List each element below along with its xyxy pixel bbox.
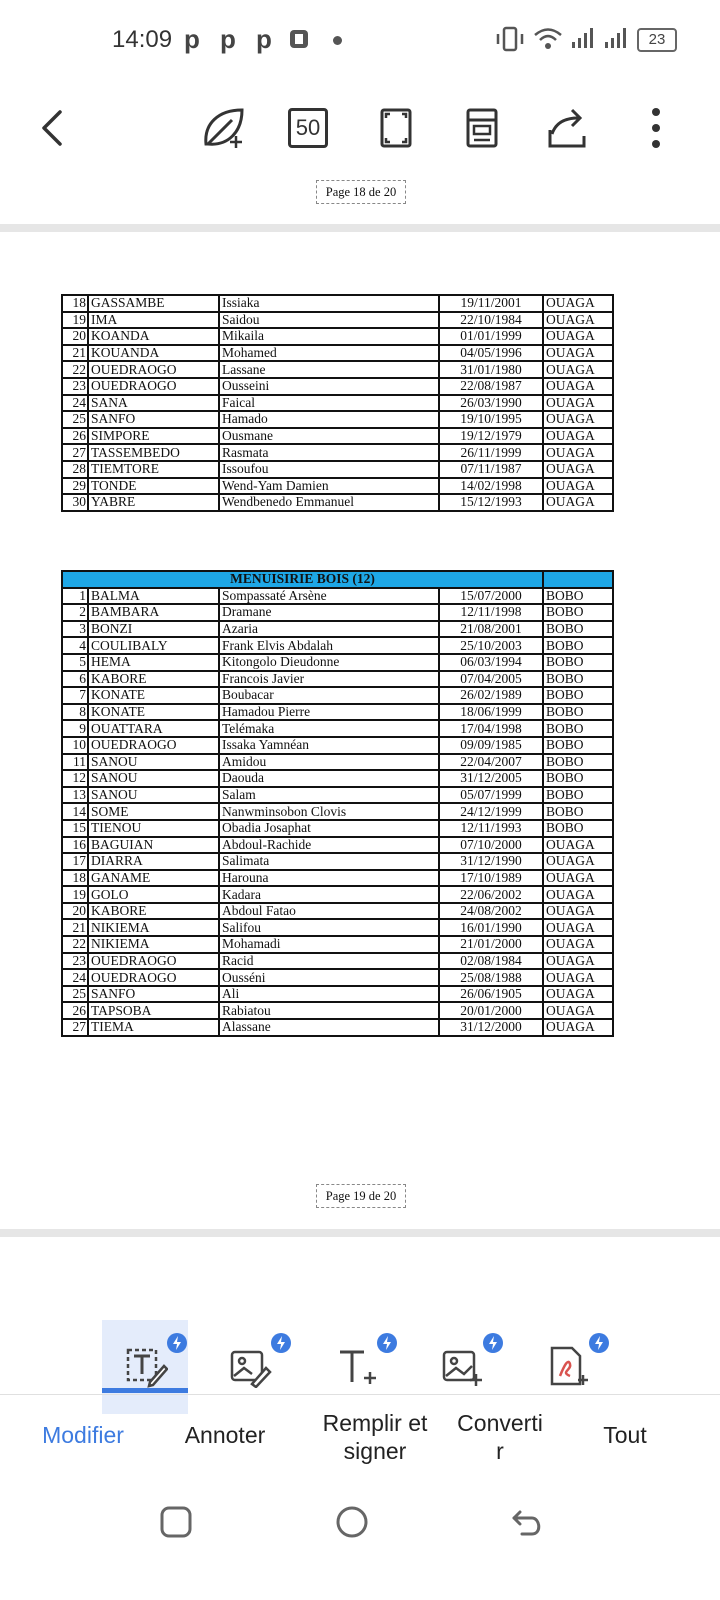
table-row xyxy=(62,378,613,395)
first-name-cell: Harouna xyxy=(219,870,439,887)
add-image-icon xyxy=(440,1344,484,1388)
first-name-cell: Telémaka xyxy=(219,720,439,737)
last-name-cell: KONATE xyxy=(88,687,219,704)
birth-date-cell: 14/02/1998 xyxy=(439,478,543,495)
city-cell: OUAGA xyxy=(543,312,613,329)
birth-date-cell: 24/12/1999 xyxy=(439,803,543,820)
last-name-cell: OUEDRAOGO xyxy=(88,378,219,395)
last-name-cell: TONDE xyxy=(88,478,219,495)
birth-date-cell: 20/01/2000 xyxy=(439,1002,543,1019)
annotate-image-icon xyxy=(228,1344,272,1388)
notification-p-icon: p xyxy=(220,24,236,54)
first-name-cell: Salimata xyxy=(219,853,439,870)
table-row xyxy=(62,919,613,936)
first-name-cell: Issoufou xyxy=(219,461,439,478)
share-icon[interactable] xyxy=(540,100,596,156)
last-name-cell: SOME xyxy=(88,803,219,820)
lightning-badge-icon xyxy=(376,1332,398,1354)
leaf-sparkle-icon[interactable] xyxy=(196,100,252,156)
last-name-cell: SANOU xyxy=(88,770,219,787)
zoom-level-button[interactable]: 50 xyxy=(288,108,328,148)
row-number-cell: 25 xyxy=(62,986,88,1003)
birth-date-cell: 15/12/1993 xyxy=(439,494,543,511)
first-name-cell: Issiaka xyxy=(219,295,439,312)
table-row xyxy=(62,754,613,771)
last-name-cell: NIKIEMA xyxy=(88,919,219,936)
last-name-cell: GASSAMBE xyxy=(88,295,219,312)
row-number-cell: 26 xyxy=(62,428,88,445)
first-name-cell: Daouda xyxy=(219,770,439,787)
table-row xyxy=(62,986,613,1003)
first-name-cell: Hamadou Pierre xyxy=(219,704,439,721)
first-name-cell: Amidou xyxy=(219,754,439,771)
row-number-cell: 24 xyxy=(62,395,88,412)
table-row xyxy=(62,671,613,688)
system-nav-bar xyxy=(0,1474,720,1600)
city-cell: OUAGA xyxy=(543,886,613,903)
table-row xyxy=(62,969,613,986)
birth-date-cell: 17/04/1998 xyxy=(439,720,543,737)
table-row xyxy=(62,886,613,903)
back-icon[interactable] xyxy=(510,1504,546,1540)
last-name-cell: COULIBALY xyxy=(88,637,219,654)
row-number-cell: 23 xyxy=(62,378,88,395)
birth-date-cell: 26/06/1905 xyxy=(439,986,543,1003)
birth-date-cell: 15/07/2000 xyxy=(439,588,543,605)
birth-date-cell: 04/05/1996 xyxy=(439,345,543,362)
back-arrow-icon[interactable] xyxy=(24,100,80,156)
city-cell: BOBO xyxy=(543,621,613,638)
table-row xyxy=(62,770,613,787)
city-cell: OUAGA xyxy=(543,361,613,378)
city-cell: BOBO xyxy=(543,604,613,621)
city-cell: OUAGA xyxy=(543,953,613,970)
last-name-cell: OUEDRAOGO xyxy=(88,737,219,754)
notification-p-icon: p xyxy=(184,24,200,54)
city-cell: OUAGA xyxy=(543,395,613,412)
birth-date-cell: 31/12/1990 xyxy=(439,853,543,870)
last-name-cell: KOANDA xyxy=(88,328,219,345)
vibrate-icon xyxy=(495,26,525,52)
mode-tabs xyxy=(0,1394,720,1475)
row-number-cell: 1 xyxy=(62,588,88,605)
table-row xyxy=(62,737,613,754)
birth-date-cell: 21/08/2001 xyxy=(439,621,543,638)
first-name-cell: Rabiatou xyxy=(219,1002,439,1019)
status-bar xyxy=(0,0,720,80)
tab-annoter[interactable]: Annoter xyxy=(184,1422,266,1448)
table-row xyxy=(62,803,613,820)
row-number-cell: 9 xyxy=(62,720,88,737)
row-number-cell: 20 xyxy=(62,903,88,920)
birth-date-cell: 19/10/1995 xyxy=(439,411,543,428)
tab-convertir[interactable] xyxy=(440,1409,560,1465)
row-number-cell: 15 xyxy=(62,820,88,837)
first-name-cell: Hamado xyxy=(219,411,439,428)
page-separator xyxy=(0,1229,720,1237)
row-number-cell: 24 xyxy=(62,969,88,986)
birth-date-cell: 19/12/1979 xyxy=(439,428,543,445)
birth-date-cell: 16/01/1990 xyxy=(439,919,543,936)
first-name-cell: Rasmata xyxy=(219,444,439,461)
last-name-cell: SANOU xyxy=(88,754,219,771)
first-name-cell: Sompassaté Arsène xyxy=(219,588,439,605)
last-name-cell: KOUANDA xyxy=(88,345,219,362)
first-name-cell: Lassane xyxy=(219,361,439,378)
row-number-cell: 17 xyxy=(62,853,88,870)
table-row xyxy=(62,395,613,412)
app-notification-icon xyxy=(288,28,310,50)
last-name-cell: SANFO xyxy=(88,411,219,428)
city-cell: OUAGA xyxy=(543,969,613,986)
city-cell: OUAGA xyxy=(543,378,613,395)
table-row xyxy=(62,345,613,362)
city-cell: OUAGA xyxy=(543,919,613,936)
row-number-cell: 19 xyxy=(62,312,88,329)
last-name-cell: KABORE xyxy=(88,671,219,688)
row-number-cell: 2 xyxy=(62,604,88,621)
lightning-badge-icon xyxy=(270,1332,292,1354)
row-number-cell: 13 xyxy=(62,787,88,804)
city-cell: BOBO xyxy=(543,704,613,721)
birth-date-cell: 25/08/1988 xyxy=(439,969,543,986)
birth-date-cell: 09/09/1985 xyxy=(439,737,543,754)
birth-date-cell: 31/01/1980 xyxy=(439,361,543,378)
table-row xyxy=(62,328,613,345)
tab-label-line: r xyxy=(496,1438,504,1464)
birth-date-cell: 21/01/2000 xyxy=(439,936,543,953)
row-number-cell: 25 xyxy=(62,411,88,428)
last-name-cell: GOLO xyxy=(88,886,219,903)
lightning-badge-icon xyxy=(166,1332,188,1354)
first-name-cell: Nanwminsobon Clovis xyxy=(219,803,439,820)
battery-icon: 23 xyxy=(637,28,677,52)
first-name-cell: Azaria xyxy=(219,621,439,638)
last-name-cell: OUEDRAOGO xyxy=(88,953,219,970)
city-cell: OUAGA xyxy=(543,853,613,870)
last-name-cell: SANFO xyxy=(88,986,219,1003)
first-name-cell: Salam xyxy=(219,787,439,804)
birth-date-cell: 26/11/1999 xyxy=(439,444,543,461)
birth-date-cell: 31/12/2005 xyxy=(439,770,543,787)
row-number-cell: 22 xyxy=(62,936,88,953)
first-name-cell: Racid xyxy=(219,953,439,970)
last-name-cell: YABRE xyxy=(88,494,219,511)
birth-date-cell: 17/10/1989 xyxy=(439,870,543,887)
row-number-cell: 3 xyxy=(62,621,88,638)
table-row xyxy=(62,787,613,804)
birth-date-cell: 26/03/1990 xyxy=(439,395,543,412)
table-row xyxy=(62,936,613,953)
table-row xyxy=(62,637,613,654)
row-number-cell: 21 xyxy=(62,919,88,936)
add-text-icon xyxy=(334,1344,378,1388)
table-row xyxy=(62,478,613,495)
table-row xyxy=(62,1019,613,1036)
first-name-cell: Kadara xyxy=(219,886,439,903)
first-name-cell: Mikaila xyxy=(219,328,439,345)
last-name-cell: SANA xyxy=(88,395,219,412)
birth-date-cell: 19/11/2001 xyxy=(439,295,543,312)
tab-tout[interactable]: Tout xyxy=(603,1422,647,1448)
city-cell: BOBO xyxy=(543,787,613,804)
lightning-badge-icon xyxy=(588,1332,610,1354)
city-cell: OUAGA xyxy=(543,428,613,445)
city-cell: OUAGA xyxy=(543,986,613,1003)
table-row xyxy=(62,837,613,854)
signal-icon xyxy=(570,26,596,50)
table-row xyxy=(62,621,613,638)
city-cell: BOBO xyxy=(543,588,613,605)
city-cell: BOBO xyxy=(543,820,613,837)
table-row xyxy=(62,361,613,378)
birth-date-cell: 22/06/2002 xyxy=(439,886,543,903)
first-name-cell: Dramane xyxy=(219,604,439,621)
first-name-cell: Alassane xyxy=(219,1019,439,1036)
wifi-icon xyxy=(533,26,563,52)
table-row xyxy=(62,820,613,837)
birth-date-cell: 06/03/1994 xyxy=(439,654,543,671)
last-name-cell: TIENOU xyxy=(88,820,219,837)
first-name-cell: Mohamadi xyxy=(219,936,439,953)
birth-date-cell: 22/10/1984 xyxy=(439,312,543,329)
last-name-cell: TIEMA xyxy=(88,1019,219,1036)
row-number-cell: 28 xyxy=(62,461,88,478)
first-name-cell: Ousséni xyxy=(219,969,439,986)
city-cell: OUAGA xyxy=(543,295,613,312)
table-row xyxy=(62,295,613,312)
first-name-cell: Obadia Josaphat xyxy=(219,820,439,837)
row-number-cell: 21 xyxy=(62,345,88,362)
birth-date-cell: 12/11/1993 xyxy=(439,820,543,837)
city-cell: OUAGA xyxy=(543,1002,613,1019)
table-row xyxy=(62,604,613,621)
section-title: MENUISIRIE BOIS (12) xyxy=(62,571,543,588)
last-name-cell: TIEMTORE xyxy=(88,461,219,478)
more-notifications-dot xyxy=(333,36,342,45)
fit-screen-icon[interactable] xyxy=(368,100,424,156)
city-cell: OUAGA xyxy=(543,444,613,461)
pdf-add-icon xyxy=(546,1344,590,1388)
first-name-cell: Salifou xyxy=(219,919,439,936)
last-name-cell: TASSEMBEDO xyxy=(88,444,219,461)
top-toolbar xyxy=(0,80,720,177)
city-cell: BOBO xyxy=(543,737,613,754)
last-name-cell: GANAME xyxy=(88,870,219,887)
tab-modifier[interactable]: Modifier xyxy=(42,1422,124,1448)
first-name-cell: Frank Elvis Abdalah xyxy=(219,637,439,654)
last-name-cell: BAMBARA xyxy=(88,604,219,621)
row-number-cell: 27 xyxy=(62,444,88,461)
last-name-cell: KONATE xyxy=(88,704,219,721)
last-name-cell: BALMA xyxy=(88,588,219,605)
first-name-cell: Faical xyxy=(219,395,439,412)
row-number-cell: 18 xyxy=(62,870,88,887)
birth-date-cell: 01/01/1999 xyxy=(439,328,543,345)
row-number-cell: 12 xyxy=(62,770,88,787)
home-icon[interactable] xyxy=(334,1504,370,1540)
city-cell: OUAGA xyxy=(543,345,613,362)
signal-icon xyxy=(603,26,629,50)
row-number-cell: 18 xyxy=(62,295,88,312)
first-name-cell: Kitongolo Dieudonne xyxy=(219,654,439,671)
row-number-cell: 8 xyxy=(62,704,88,721)
city-cell: OUAGA xyxy=(543,903,613,920)
last-name-cell: SIMPORE xyxy=(88,428,219,445)
row-number-cell: 22 xyxy=(62,361,88,378)
page-separator xyxy=(0,224,720,232)
last-name-cell: NIKIEMA xyxy=(88,936,219,953)
row-number-cell: 16 xyxy=(62,837,88,854)
birth-date-cell: 05/07/1999 xyxy=(439,787,543,804)
table-row xyxy=(62,870,613,887)
active-tool-indicator xyxy=(102,1388,188,1393)
city-cell: OUAGA xyxy=(543,1019,613,1036)
row-number-cell: 29 xyxy=(62,478,88,495)
student-table xyxy=(61,570,614,1037)
birth-date-cell: 24/08/2002 xyxy=(439,903,543,920)
birth-date-cell: 26/02/1989 xyxy=(439,687,543,704)
last-name-cell: SANOU xyxy=(88,787,219,804)
first-name-cell: Francois Javier xyxy=(219,671,439,688)
table-row xyxy=(62,903,613,920)
first-name-cell: Ali xyxy=(219,986,439,1003)
city-cell: OUAGA xyxy=(543,837,613,854)
last-name-cell: KABORE xyxy=(88,903,219,920)
first-name-cell: Ousmane xyxy=(219,428,439,445)
pdf-viewer[interactable] xyxy=(0,176,720,1256)
table-row xyxy=(62,704,613,721)
tab-label-line: Remplir et xyxy=(322,1410,428,1436)
row-number-cell: 4 xyxy=(62,637,88,654)
row-number-cell: 20 xyxy=(62,328,88,345)
table-row xyxy=(62,687,613,704)
row-number-cell: 19 xyxy=(62,886,88,903)
last-name-cell: OUEDRAOGO xyxy=(88,969,219,986)
table-row xyxy=(62,720,613,737)
first-name-cell: Wendbenedo Emmanuel xyxy=(219,494,439,511)
city-cell: BOBO xyxy=(543,770,613,787)
birth-date-cell: 31/12/2000 xyxy=(439,1019,543,1036)
table-row xyxy=(62,428,613,445)
birth-date-cell: 22/04/2007 xyxy=(439,754,543,771)
last-name-cell: HEMA xyxy=(88,654,219,671)
city-cell: BOBO xyxy=(543,720,613,737)
row-number-cell: 7 xyxy=(62,687,88,704)
table-row xyxy=(62,654,613,671)
table-row xyxy=(62,411,613,428)
city-cell: BOBO xyxy=(543,654,613,671)
first-name-cell: Mohamed xyxy=(219,345,439,362)
tab-label-line: signer xyxy=(343,1438,407,1464)
more-vert-icon[interactable] xyxy=(628,100,684,156)
table-row xyxy=(62,494,613,511)
last-name-cell: DIARRA xyxy=(88,853,219,870)
page-footer-label: Page 19 de 20 xyxy=(316,1184,406,1208)
last-name-cell: TAPSOBA xyxy=(88,1002,219,1019)
table-row xyxy=(62,853,613,870)
table-row xyxy=(62,1002,613,1019)
row-number-cell: 6 xyxy=(62,671,88,688)
row-number-cell: 23 xyxy=(62,953,88,970)
city-cell: BOBO xyxy=(543,754,613,771)
last-name-cell: OUEDRAOGO xyxy=(88,361,219,378)
lightning-badge-icon xyxy=(482,1332,504,1354)
row-number-cell: 27 xyxy=(62,1019,88,1036)
birth-date-cell: 18/06/1999 xyxy=(439,704,543,721)
page-footer-label: Page 18 de 20 xyxy=(316,180,406,204)
student-table xyxy=(61,294,614,512)
row-number-cell: 11 xyxy=(62,754,88,771)
tab-label-line: Converti xyxy=(457,1410,543,1436)
table-row xyxy=(62,588,613,605)
city-cell: OUAGA xyxy=(543,461,613,478)
row-number-cell: 14 xyxy=(62,803,88,820)
first-name-cell: Saidou xyxy=(219,312,439,329)
edit-text-icon xyxy=(124,1344,168,1388)
city-cell: OUAGA xyxy=(543,936,613,953)
row-number-cell: 5 xyxy=(62,654,88,671)
first-name-cell: Ousseini xyxy=(219,378,439,395)
last-name-cell: BAGUIAN xyxy=(88,837,219,854)
recent-apps-icon[interactable] xyxy=(158,1504,194,1540)
row-number-cell: 30 xyxy=(62,494,88,511)
first-name-cell: Boubacar xyxy=(219,687,439,704)
first-name-cell: Issaka Yamnéan xyxy=(219,737,439,754)
birth-date-cell: 22/08/1987 xyxy=(439,378,543,395)
birth-date-cell: 07/10/2000 xyxy=(439,837,543,854)
last-name-cell: OUATTARA xyxy=(88,720,219,737)
last-name-cell: IMA xyxy=(88,312,219,329)
city-cell: BOBO xyxy=(543,637,613,654)
city-cell: OUAGA xyxy=(543,478,613,495)
first-name-cell: Abdoul-Rachide xyxy=(219,837,439,854)
city-cell: BOBO xyxy=(543,803,613,820)
city-cell: OUAGA xyxy=(543,411,613,428)
tab-remplir-signer[interactable] xyxy=(300,1409,450,1465)
last-name-cell: BONZI xyxy=(88,621,219,638)
city-cell: OUAGA xyxy=(543,870,613,887)
table-row xyxy=(62,953,613,970)
first-name-cell: Abdoul Fatao xyxy=(219,903,439,920)
city-cell: OUAGA xyxy=(543,494,613,511)
birth-date-cell: 02/08/1984 xyxy=(439,953,543,970)
row-number-cell: 10 xyxy=(62,737,88,754)
header-cell xyxy=(543,571,613,588)
birth-date-cell: 25/10/2003 xyxy=(439,637,543,654)
table-row xyxy=(62,312,613,329)
row-number-cell: 26 xyxy=(62,1002,88,1019)
table-row xyxy=(62,444,613,461)
city-cell: OUAGA xyxy=(543,328,613,345)
table-row xyxy=(62,461,613,478)
city-cell: BOBO xyxy=(543,687,613,704)
first-name-cell: Wend-Yam Damien xyxy=(219,478,439,495)
city-cell: BOBO xyxy=(543,671,613,688)
clock: 14:09 xyxy=(112,26,173,53)
birth-date-cell: 12/11/1998 xyxy=(439,604,543,621)
table-section-header xyxy=(62,571,613,588)
notification-p-icon: p xyxy=(256,24,272,54)
birth-date-cell: 07/04/2005 xyxy=(439,671,543,688)
birth-date-cell: 07/11/1987 xyxy=(439,461,543,478)
page-layout-icon[interactable] xyxy=(454,100,510,156)
